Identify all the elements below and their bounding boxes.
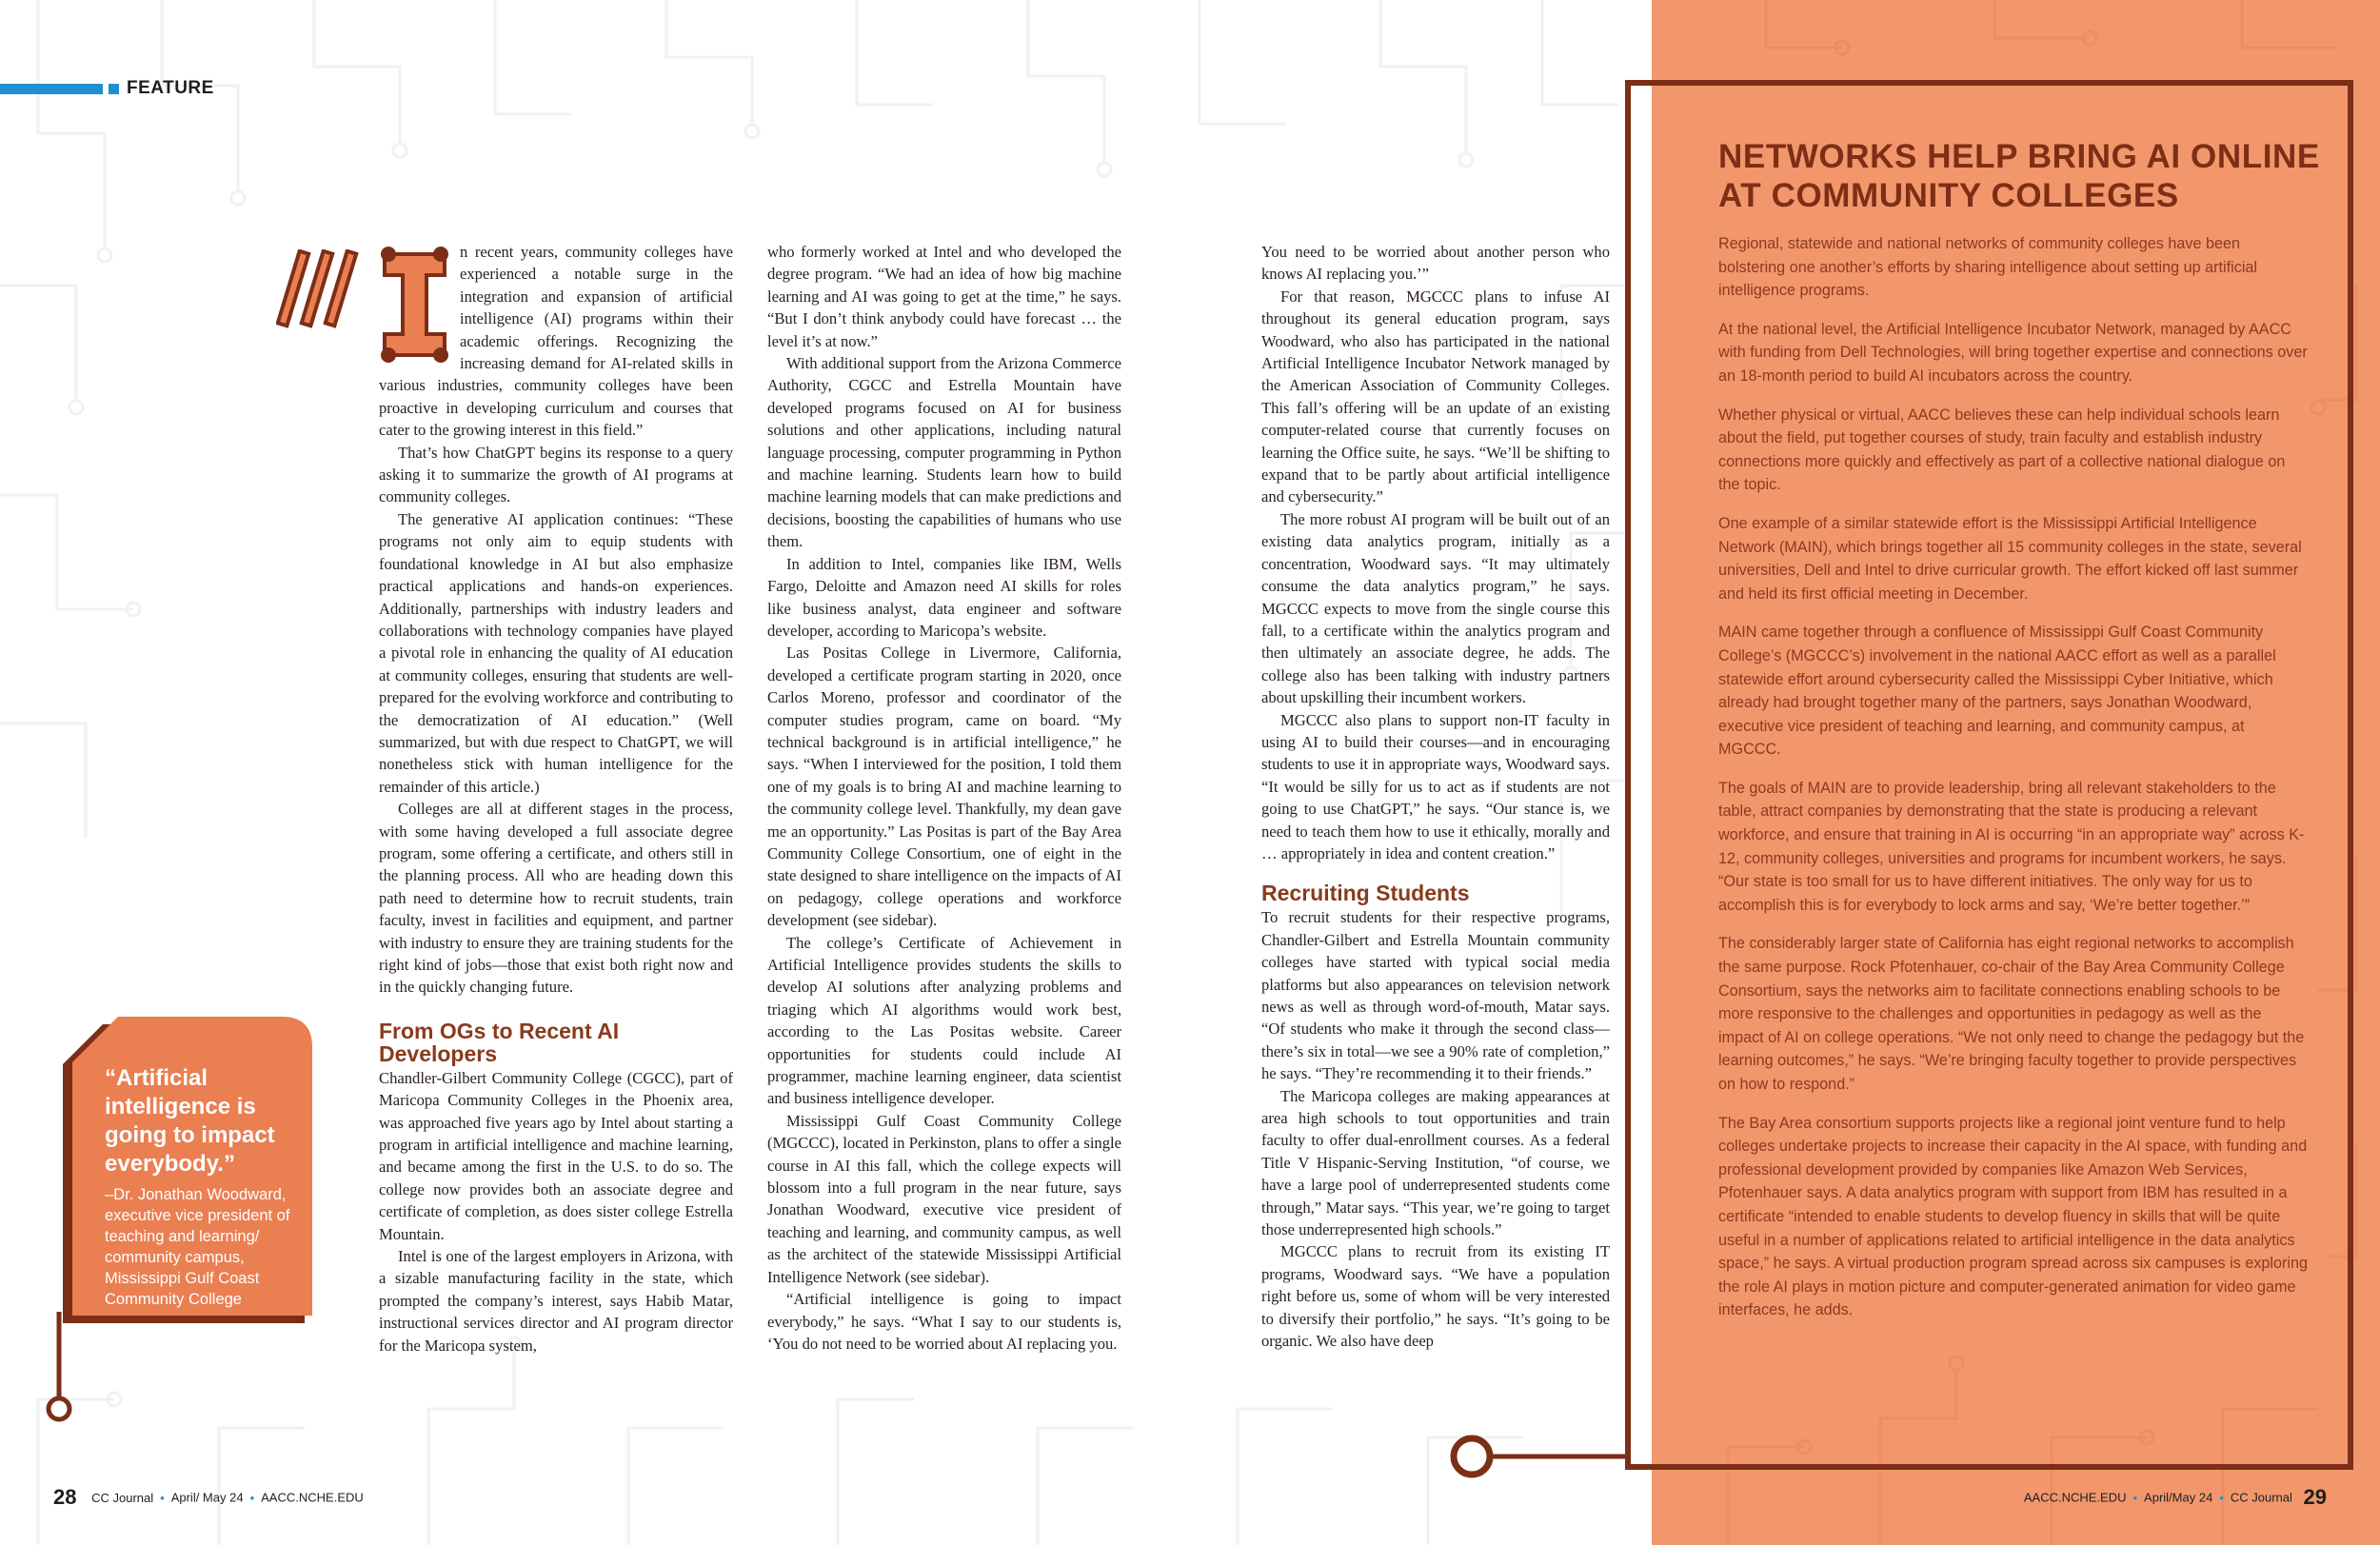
article-paragraph: For that reason, MGCCC plans to infuse AI throughout its general education program, says Woodward, who also has participated in the national Artificial Intelligence Incubator Network managed by the American Association of Community Colleges. This fall’s offering will be an update of an existing computer-related course that currently focuses on learning the Office suite, he says. “We’ll be shifting to expand that to be partly about artificial intelligence and cybersecurity.” bbox=[1261, 287, 1610, 506]
article-paragraph: Chandler-Gilbert Community College (CGCC), part of Maricopa Community Colleges in the Phoenix area, was approached five years ago by Intel about starting a program in artificial intelligence and machine learning, and became among the first in the U.S. to do so. The college now provides both an associate degree and certificate of completion, as does sister college Estrella Mountain. bbox=[379, 1068, 733, 1243]
article-paragraph: The more robust AI program will be built out of an existing data analytics program, initially as a concentration, Woodward says. “It may ultimately consume the data analytics program,” he says. MGCCC expects to move from the single course this fall, to a certificate within the analytics program and then ultimately an associate degree, he adds. The college also has been talking with industry partners about upskilling their incumbent workers. bbox=[1261, 509, 1610, 707]
drop-cap bbox=[379, 241, 450, 368]
article-paragraph: That’s how ChatGPT begins its response to a query asking it to summarize the growth of AI programs at community colleges. bbox=[379, 443, 733, 506]
sidebar-paragraph: At the national level, the Artificial Intelligence Incubator Network, managed by AACC with funding from Dell Technologies, will bring together expertise and connections over an 18-month period to build AI incubators across the country. bbox=[1718, 320, 2308, 385]
article-paragraph: With additional support from the Arizona Commerce Authority, CGCC and Estrella Mountain have developed programs focused on AI for business solutions and other applications, including natural language processing, computer programming in Python and machine learning. Students learn how to build machine learning models that can make predictions and decisions, boosting the capabilities of humans who use them. bbox=[767, 354, 1121, 551]
page-number-right: 29 bbox=[2303, 1485, 2327, 1509]
article-paragraph: The Maricopa colleges are making appearances at area high schools to tout opportunities and train faculty to offer dual-enrollment courses. As a federal Title V Hispanic-Serving Institution, “of course, we have a large pool of underrepresented students come through,” Matar says. “This year, we’re going to target those underrepresented high schools.” bbox=[1261, 1086, 1610, 1239]
article-paragraph: Mississippi Gulf Coast Community College (MGCCC), located in Perkinston, plans to offer a single course in AI this fall, which the college expects will blossom into a full program in the near future, says Jonathan Woodward, executive vice president of teaching and learning, and community campus, as well as the architect of the statewide Mississippi Artificial Intelligence Network (see sidebar). bbox=[767, 1111, 1121, 1286]
article-paragraph: In addition to Intel, companies like IBM, Wells Fargo, Deloitte and Amazon need AI skills for roles like business analyst, data engineer and software developer, according to Maricopa’s website. bbox=[767, 554, 1121, 640]
slash-marks-decoration bbox=[276, 249, 362, 329]
article-paragraph: You need to be worried about another person who knows AI replacing you.’” bbox=[1261, 243, 1610, 284]
article-paragraph: MGCCC also plans to support non-IT faculty in using AI to build their courses—and in encouraging students to use it in appropriate ways, Woodward says. “It would be silly for us to act as if students are not going to use ChatGPT,” he says. “Our stance is, we need to teach them how to use it ethically, morally and … appropriately in idea and content creation.” bbox=[1261, 710, 1610, 862]
sidebar-paragraph: MAIN came together through a confluence of Mississippi Gulf Coast Community College’s (MGCCC’s) involvement in the national AACC effort as well as a parallel statewide effort around cybersecurity called the Mississippi Cyber Initiative, which already had brought together many of the partners, says Jonathan Woodward, executive vice president of teaching and learning, and community campus, at MGCCC. bbox=[1718, 624, 2276, 759]
subheading-from-ogs: From OGs to Recent AI Developers bbox=[379, 1018, 620, 1066]
sidebar-paragraph: One example of a similar statewide effort is the Mississippi Artificial Intelligence Network (MAIN), which brings together all 15 community colleges in the state, several universities, Dell and Intel to drive curricular growth. The effort kicked off last summer and held its first official meeting in December. bbox=[1718, 514, 2302, 603]
footer-journal: CC Journal bbox=[2230, 1490, 2292, 1505]
article-paragraph: who formerly worked at Intel and who developed the degree program. “We had an idea of how big machine learning and AI was going to get at the time,” he says. “But I don’t think anybody could have forecast … the level it’s at now.” bbox=[767, 243, 1121, 350]
article-paragraph: n recent years, community colleges have experienced a notable surge in the integration and expansion of artificial intelligence (AI) programs within their academic offerings. Recognizing the increasing demand for AI-related skills in various industries, community colleges have been proactive in developing curriculum and courses that cater to the growing interest in this field.” bbox=[379, 243, 733, 440]
article-paragraph: To recruit students for their respective programs, Chandler-Gilbert and Estrella Mountain community colleges have started with typical social media platforms but also appearances on television network news as well as through word-of-mouth, Matar says. “Of students who make it through the second class—there’s six in total—we see a 90% rate of completion,” he says. “They’re recommending it to their friends.” bbox=[1261, 908, 1610, 1083]
article-column-2 bbox=[767, 241, 1121, 1355]
article-paragraph: Las Positas College in Livermore, California, developed a certificate program starting in 2020, once Carlos Moreno, professor and coordinator of the computer studies program, came on board. “My technical background is in artificial intelligence,” he says. “When I interviewed for the position, I told them one of my goals is to bring AI and machine learning to the community college level. Thankfully, my dean gave me an opportunity.” Las Positas is part of the Bay Area Community College Consortium, one of eight in the state designed to share intelligence on the impacts of AI on pedagogy, college operations and workforce development (see sidebar). bbox=[767, 644, 1121, 930]
footer-issue: April/ May 24 bbox=[170, 1490, 244, 1505]
article-paragraph: “Artificial intelligence is going to impact everybody,” he says. “What I say to our students is, ‘You do not need to be worried about AI replacing you. bbox=[767, 1290, 1121, 1353]
pull-quote-attribution: –Dr. Jonathan Woodward, executive vice president of teaching and learning/ community campus, Mississippi Gulf Coast Community College bbox=[105, 1186, 290, 1308]
sidebar-paragraph: Regional, statewide and national networks of community colleges have been bolstering one another’s efforts by sharing intelligence about setting up artificial intelligence programs. bbox=[1718, 235, 2258, 300]
article-column-3 bbox=[1261, 241, 1610, 1353]
article-paragraph: The generative AI application continues: “These programs not only aim to equip students with foundational knowledge in AI but also emphasize practical applications and hands-on experiences. Additionally, partnerships with industry leaders and collaborations with technology companies have played a pivotal role in enhancing the quality of AI education at community colleges, ensuring that students are well-prepared for the evolving workforce and contributing to the democratization of AI education.” (Well summarized, but with due respect to ChatGPT, we will nonetheless stick with human intelligence for the remainder of this article.) bbox=[379, 509, 733, 796]
feature-accent-square bbox=[109, 84, 119, 94]
article-paragraph: MGCCC plans to recruit from its existing IT programs, Woodward says. “We have a population right before us, some of whom will be very interested to diversify their portfolio,” he says. “It’s going to be organic. We also have deep bbox=[1261, 1242, 1610, 1351]
section-label: FEATURE bbox=[127, 78, 214, 98]
footer-url[interactable]: AACC.NCHE.EDU bbox=[2023, 1490, 2127, 1505]
footer-left: 28 CC Journal • April/ May 24 • AACC.NCHE.EDU bbox=[53, 1485, 364, 1509]
sidebar-paragraph: The considerably larger state of California has eight regional networks to accomplish the same purpose. Rock Pfotenhauer, co-chair of the Bay Area Community College Consortium, says the networks aim to facilitate connections enabling schools to be more responsive to the challenges and opportunities in pedagogy as well as the impact of AI on college operations. “We not only need to change the pedagogy but the learning outcomes,” he says. “We’re bringing faculty together to provide perspectives on how to respond.” bbox=[1718, 935, 2305, 1093]
sidebar-paragraph: Whether physical or virtual, AACC believes these can help individual schools learn about the field, put together courses of study, train faculty and establish industry connections more quickly and effectively as part of a collective national dialogue on the topic. bbox=[1718, 406, 2286, 494]
sidebar-title: NETWORKS HELP BRING AI ONLINE AT COMMUNITY COLLEGES bbox=[1718, 138, 2320, 214]
article-paragraph: Colleges are all at different stages in the process, with some having developed a full associate degree program, some offering a certificate, and others still in the planning process. All who are heading down this path need to determine how to recruit students, train faculty, invest in facilities and equipment, and partner with industry to ensure they are training students for the right kind of jobs—those that exist both right now and in the quickly changing future. bbox=[379, 800, 733, 997]
footer-url[interactable]: AACC.NCHE.EDU bbox=[261, 1490, 364, 1505]
footer-journal: CC Journal bbox=[91, 1490, 154, 1505]
article-paragraph: The college’s Certificate of Achievement in Artificial Intelligence provides students the skills to develop AI solutions after analyzing problems and triaging which AI algorithms would work best, according to the Las Positas website. Career opportunities for students could include AI programmer, machine learning engineer, data scientist and business intelligence developer. bbox=[767, 933, 1121, 1108]
sidebar-paragraph: The goals of MAIN are to provide leadership, bring all relevant stakeholders to the table, attract companies by demonstrating that the state is producing a relevant workforce, and ensure that training in AI is occurring “in an appropriate way” across K-12, community colleges, universities and programs for incumbent workers, he says. “Our state is too small for us to have different initiatives. The only way for us to accomplish this is for everybody to lock arms and say, ‘We’re better together.’” bbox=[1718, 779, 2305, 914]
article-column-1 bbox=[379, 241, 733, 1357]
footer-issue: April/May 24 bbox=[2144, 1490, 2213, 1505]
sidebar-paragraph: The Bay Area consortium supports projects like a regional joint venture fund to help colleges undertake projects to increase their capacity in the AI space, with funding and professional development provided by companies like Amazon Web Services, Pfotenhauer says. A data analytics program with support from IBM has resulted in a certificate “intended to enable students to develop fluency in skills that will be quite useful in a number of applications related to artificial intelligence in the data analytics space,” he says. A virtual production program spread across six campuses is exploring the role AI plays in motion picture and computer-generated animation for video game interfaces, he adds. bbox=[1718, 1114, 2309, 1319]
article-paragraph: Intel is one of the largest employers in Arizona, with a sizable manufacturing facility in the state, which prompted the company’s interest, says Habib Matar, instructional services director and AI program director for the Maricopa system, bbox=[379, 1247, 733, 1355]
footer-right: AACC.NCHE.EDU • April/May 24 • CC Journal 29 bbox=[2023, 1485, 2327, 1509]
subheading-recruiting-students: Recruiting Students bbox=[1261, 881, 1470, 906]
sidebar-body bbox=[1718, 232, 2311, 1337]
feature-accent-bar bbox=[0, 84, 103, 94]
pull-quote-text: “Artificial intelligence is going to impact everybody.” bbox=[105, 1065, 275, 1177]
page-number-left: 28 bbox=[53, 1485, 77, 1509]
